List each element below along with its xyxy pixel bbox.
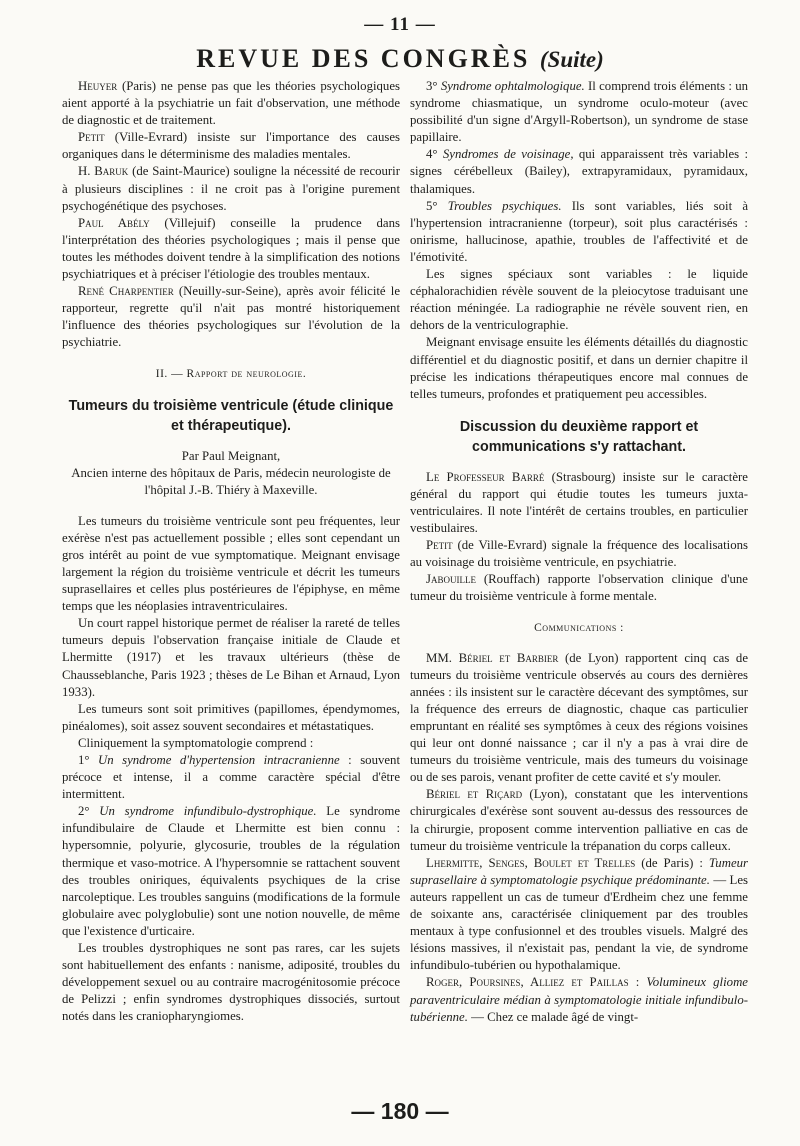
paragraph: Lhermitte, Senges, Boulet et Trelles (de Paris) : Tumeur suprasellaire à symptomatologie psychique prédominante. — Les auteurs rappellent un cas de tumeur d'Erdheim chez une femme de soixante ans, caractérisée cliniquement par des troubles mentaux à type confusionnel et des troubles visuels. Malgré des lésions massives, il n'existait pas, pendant la vie, de syndrome infundibulo-tubérien ou hypothalamique. (410, 855, 748, 973)
paragraph: Paul Abély (Villejuif) conseille la prudence dans l'interprétation des théories psychologiques ; mais il pense que toutes les méthodes doivent tendre à la simplification des notions psychiatriques et à préciser l'étiologie des troubles mentaux. (62, 215, 400, 282)
author-name: Bériel et Riçard (426, 787, 523, 802)
author-name: Lhermitte, Senges, Boulet et Trelles (426, 855, 636, 870)
author-name: Roger, Poursines, Alliez et Paillas (426, 975, 629, 990)
page-folio: — 11 — (364, 14, 436, 35)
author-affiliation: Ancien interne des hôpitaux de Paris, médecin neurologiste de l'hôpital J.-B. Thiéry à Maxeville. (71, 465, 391, 497)
author-name: René Charpentier (78, 284, 174, 299)
author-name: MM. Bériel et Barbier (426, 650, 559, 665)
paragraph: Les tumeurs du troisième ventricule sont peu fréquentes, leur exérèse n'est pas actuellement possible ; elles sont cependant un gros intérêt au point de vue symptomatique. Meignant envisage largement la région du troisième ventricule et décrit les tumeurs suprasellaires et celles plus postérieures de l'épiphyse, en même temps que les néoplasies intraventriculaires. (62, 513, 400, 614)
paragraph: Les tumeurs sont soit primitives (papillomes, épendymomes, pinéalomes), soit assez souvent secondaires et métastatiques. (62, 701, 400, 733)
left-column (62, 78, 400, 1026)
paragraph: Un court rappel historique permet de réaliser la rareté de telles tumeurs depuis l'observation française initiale de Claude et Lhermitte (1917) et les travaux ultérieurs (thèse de Chausseblanche, Paris 1923 ; thèses de Le Bihan et Arnaud, Lyon 1933). (62, 616, 400, 699)
paragraph: 1° Un syndrome d'hypertension intracranienne : souvent précoce et intense, il a comme caractère spécial d'être intermittent. (62, 753, 400, 802)
discussion-title: Discussion du deuxième rapport et communications s'y rattachant. (459, 418, 699, 455)
right-column (410, 78, 748, 1026)
author-name: Paul Abély (78, 215, 150, 230)
section-heading: II. — Rapport de neurologie. (155, 367, 307, 380)
paragraph: Heuyer (Paris) ne pense pas que les théories psychologiques aient apporté à la psychiatrie un fait d'observation, une méthode de diagnostic et de traitement. (62, 79, 400, 128)
page-number: — 180 — (351, 1098, 449, 1124)
paragraph: Les signes spéciaux sont variables : le liquide céphalorachidien révèle souvent de la pleiocytose traduisant une réaction méningée. La radiographie ne révèle souvent rien, en dehors de la ventriculographie. (410, 267, 748, 333)
paragraph: H. Baruk (de Saint-Maurice) souligne la nécessité de recourir à plusieurs disciplines : il ne croit pas à l'origine purement psychogénétique des psychoses. (62, 164, 400, 213)
paragraph: Bériel et Riçard (Lyon), constatant que les interventions chirurgicales d'exérèse sont souvent au-dessus des ressources de la chirurgie, proposent comme intervention palliative en cas de tumeur du troisième ventricule la trépanation du corps calleux. (410, 787, 748, 853)
paragraph: 2° Un syndrome infundibulo-dystrophique. Le syndrome infundibulaire de Claude et Lhermitte est bien connu : hypersomnie, polyurie, glycosurie, troubles de la régulation thermique et vaso-motrice. A l'hypersomnie se rattachent souvent des troubles oniriques, équivalents psychiques de la crise narcoleptique. Les troubles sanguins (modifications de la formule globulaire avec polyglobulie) sont une notion nouvelle, de même que l'existence d'urticaire. (62, 804, 401, 938)
author-name: Jabouille (426, 572, 476, 587)
paragraph: 5° Troubles psychiques. Ils sont variables, liés soit à l'hypertension intracranienne (torpeur), soit plus caractérisés : onirisme, hallucinose, apathie, troubles de l'affectivité et de l'émotivité. (410, 198, 748, 264)
paragraph: MM. Bériel et Barbier (de Lyon) rapportent cinq cas de tumeurs du troisième ventricule observés au cours des dernières années : ils insistent sur le caractère décevant des symptômes, sur la fréquence des erreurs de diagnostic, chaque cas particulier empruntant en réalité ses symptômes à ceux des régions voisines qui leur ont donné naissance ; car il n'y a pas à vrai dire de tumeurs du troisième ventricule, mais des tumeurs du voisinage ou de ses parois, venant profiter de cette cavité et s'y mouler. (410, 650, 749, 785)
author-name: Heuyer (78, 79, 118, 93)
paragraph: Petit (de Ville-Evrard) signale la fréquence des localisations au voisinage du troisième ventricule, en psychiatrie. (410, 538, 748, 570)
running-head-suite: (Suite) (539, 47, 604, 72)
author-name: Le Professeur Barré (426, 469, 545, 484)
paragraph: 4° Syndromes de voisinage, qui apparaissent très variables : signes cérébelleux (Bailey), extrapyramidaux, pyramidaux, thalamiques. (410, 147, 749, 196)
author-name: Petit (426, 538, 453, 553)
article-title: Tumeurs du troisième ventricule (étude clinique et thérapeutique). (68, 397, 394, 434)
article-byline: Par Paul Meignant, (181, 448, 281, 463)
paragraph: Roger, Poursines, Alliez et Paillas : Volumineux gliome paraventriculaire médian à symptomatologie initiale infundibulo-tubérienne. — Chez ce malade âgé de vingt- (410, 975, 748, 1024)
paragraph: Jabouille (Rouffach) rapporte l'observation clinique d'une tumeur du troisième ventricule à forme mentale. (410, 572, 748, 604)
paragraph: 3° Syndrome ophtalmologique. Il comprend trois éléments : un syndrome chiasmatique, un syndrome oculo-moteur (avec possibilité d'un signe d'Argyll-Robertson), un syndrome de stase papillaire. (410, 79, 749, 145)
author-name: Petit (78, 130, 105, 145)
communications-heading: Communications : (534, 621, 624, 634)
paragraph: Meignant envisage ensuite les éléments détaillés du diagnostic différentiel et du diagnostic positif, et dans un dernier chapitre il précise les indications thérapeutiques encore mal connues de telles tumeurs, profondes et pratiquement peu accessibles. (410, 335, 748, 401)
paragraph: Petit (Ville-Evrard) insiste sur l'importance des causes organiques dans le déterminisme des maladies mentales. (62, 130, 400, 162)
running-head-title: REVUE DES CONGRÈS (196, 44, 531, 73)
paragraph: Les troubles dystrophiques ne sont pas rares, car les sujets sont habituellement des enfants : nanisme, adiposité, troubles du développement sexuel ou au contraire macrogénitosomie précoce de Pelizzi ; enfin syndromes dystrophiques dissociés, surtout notés dans les craniopharyngiomes. (62, 941, 400, 1024)
running-head (0, 44, 800, 74)
author-name: H. Baruk (78, 164, 129, 179)
paragraph: Le Professeur Barré (Strasbourg) insiste sur le caractère général du rapport qui étudie toutes les tumeurs juxta-ventriculaires. Il note l'intérêt de certains troubles, en particulier vestibulaires. (410, 469, 748, 536)
paragraph: René Charpentier (Neuilly-sur-Seine), après avoir félicité le rapporteur, regrette qu'il n'ait pas montré historiquement l'influence des théories psychologiques sur l'évolution de la psychiatrie. (62, 284, 401, 350)
paragraph: Cliniquement la symptomatologie comprend : (78, 735, 314, 750)
